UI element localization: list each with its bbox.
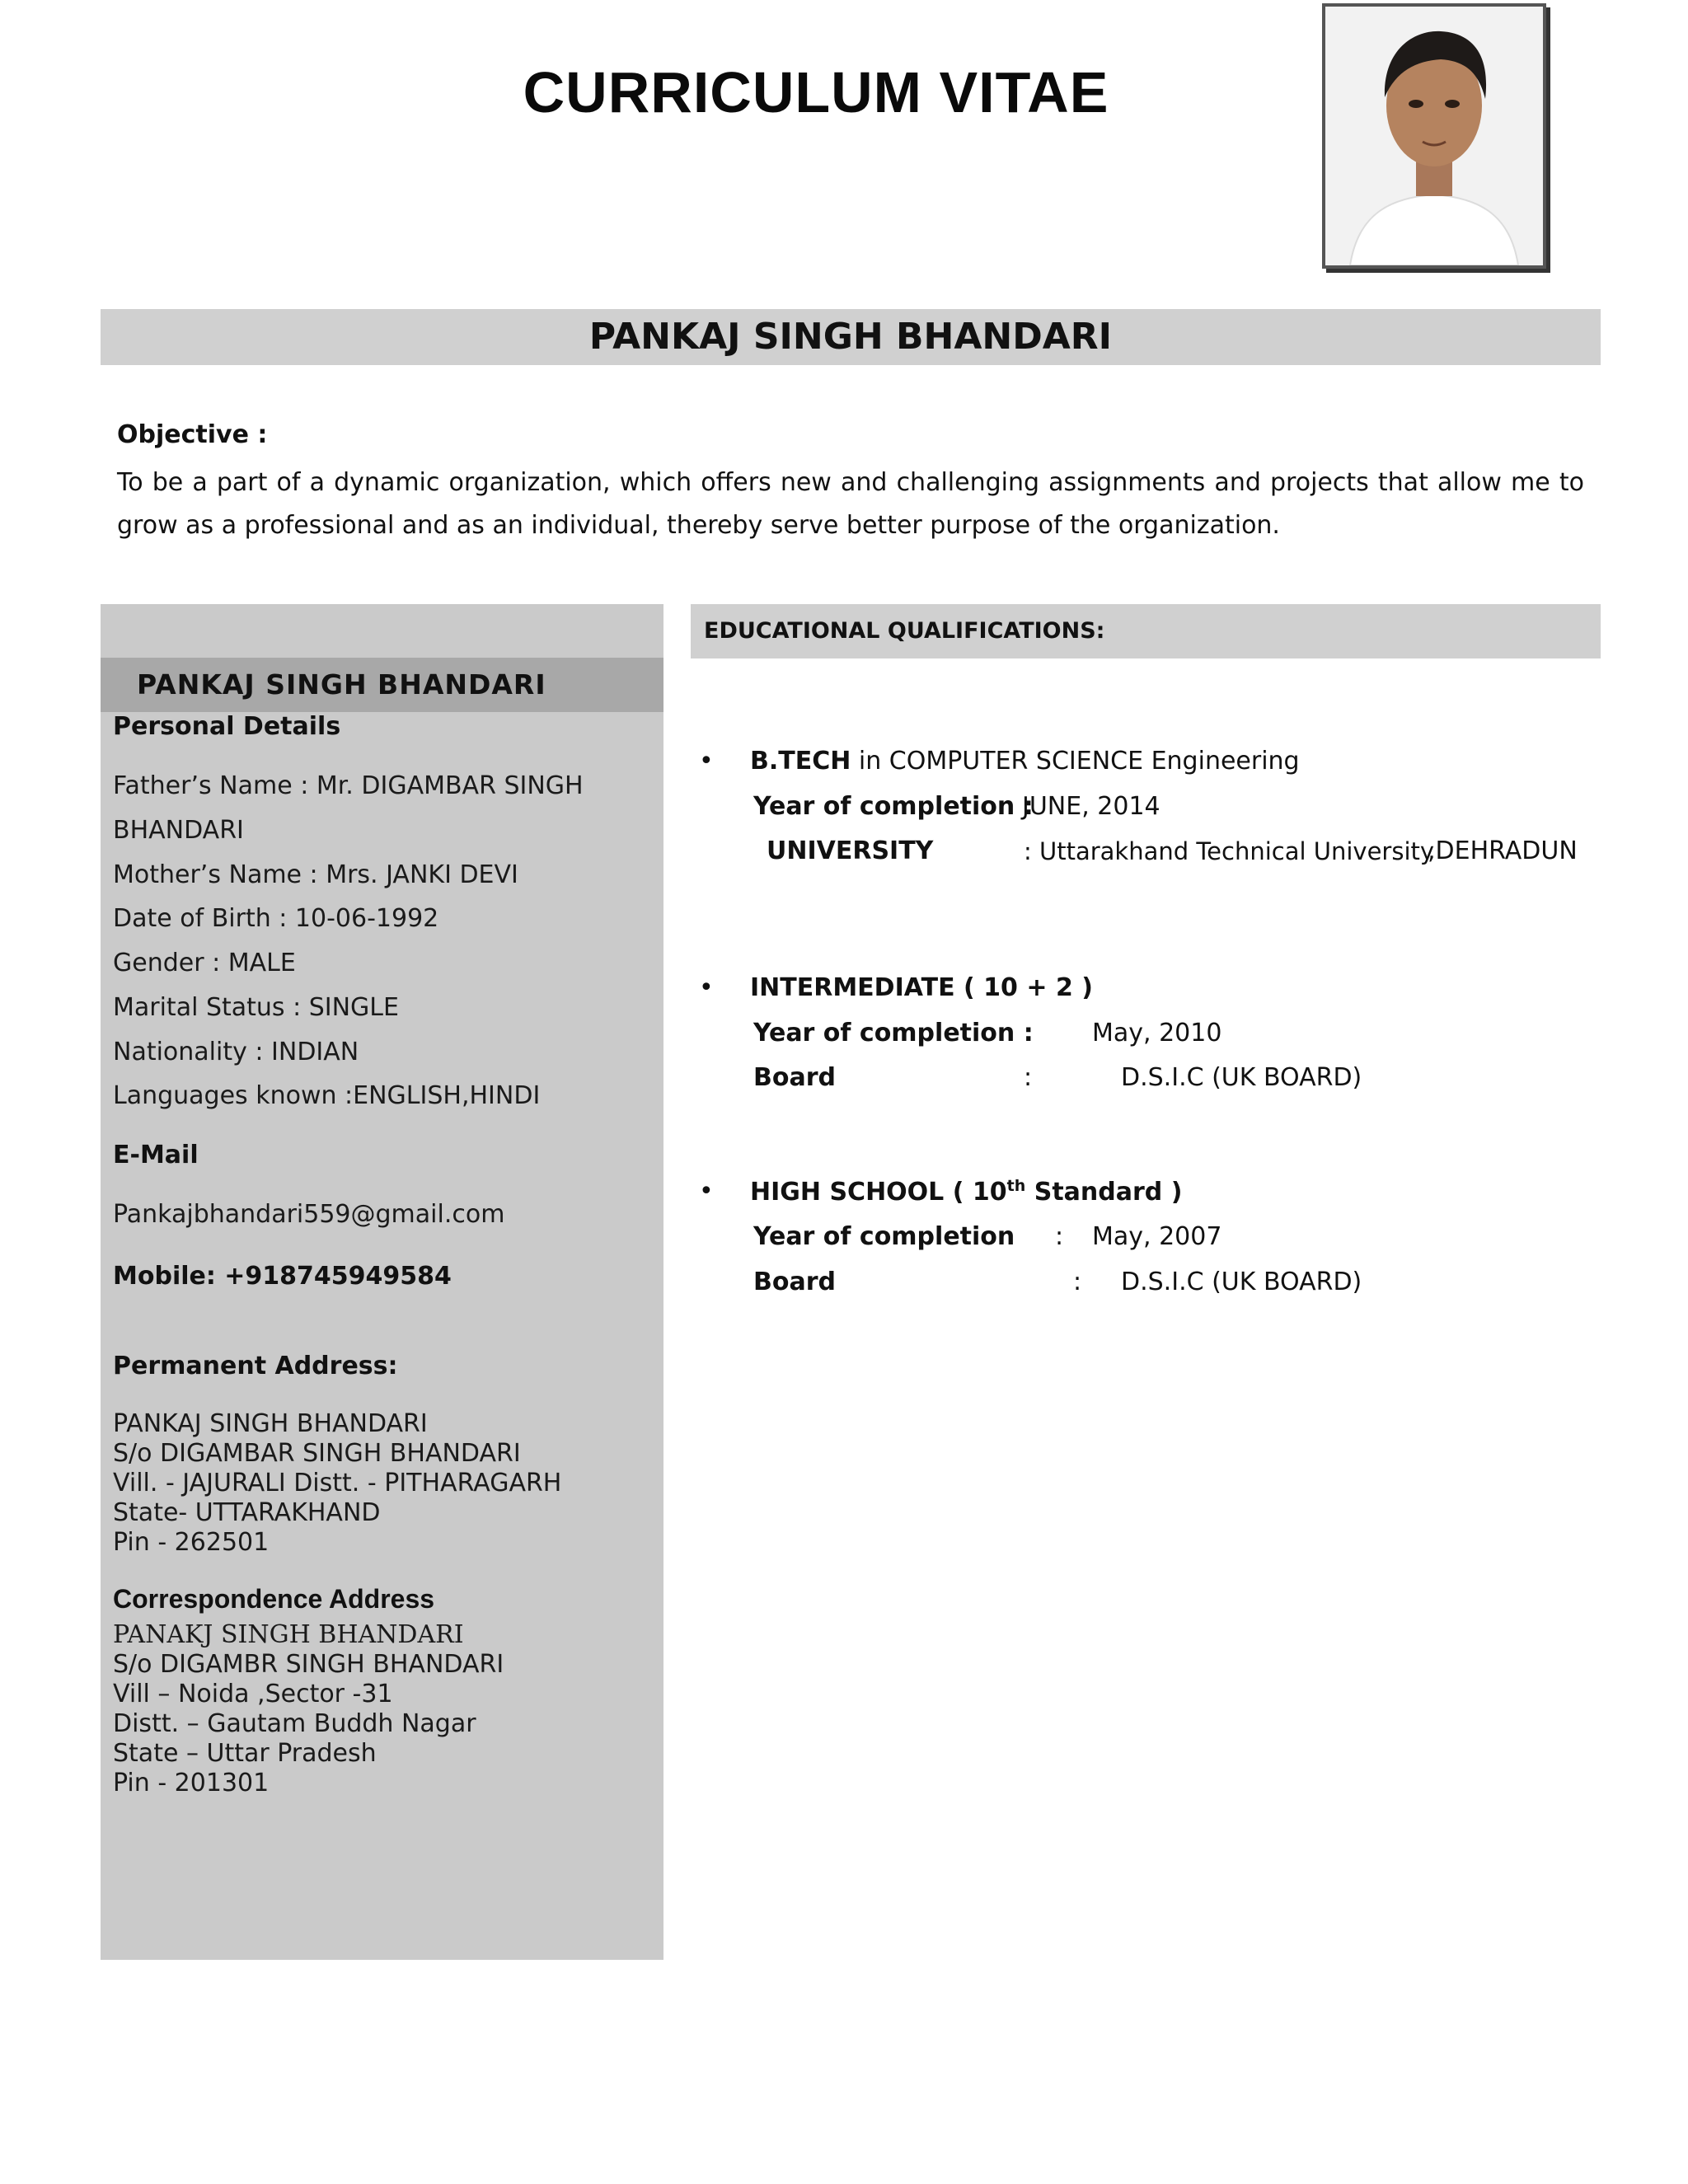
name-banner: PANKAJ SINGH BHANDARI [101,309,1601,365]
languages-known: Languages known :ENGLISH,HINDI [113,1081,541,1110]
corr-address-line: S/o DIGAMBR SINGH BHANDARI [113,1650,504,1679]
corr-address-line: Pin - 201301 [113,1769,270,1797]
highschool-board-colon: : [1073,1268,1082,1296]
perm-address-line: PANKAJ SINGH BHANDARI [113,1409,428,1438]
highschool-title-main: HIGH SCHOOL ( 10 [750,1178,1007,1207]
btech-year-value: JUNE, 2014 [1022,792,1160,821]
gender: Gender : MALE [113,949,296,977]
corr-address-line: Distt. – Gautam Buddh Nagar [113,1709,476,1738]
personal-details-label: Personal Details [113,712,341,741]
highschool-title-end: Standard ) [1025,1178,1183,1207]
bullet-icon: • [699,973,714,1002]
corr-address-line: PANAKJ SINGH BHANDARI [113,1620,464,1649]
perm-address-line: State- UTTARAKHAND [113,1498,381,1527]
intermediate-title: INTERMEDIATE ( 10 + 2 ) [750,973,1093,1002]
email-label: E-Mail [113,1141,199,1169]
fathers-name: Father’s Name : Mr. DIGAMBAR SINGH [113,771,584,800]
btech-field: in COMPUTER SCIENCE Engineering [851,747,1300,776]
highschool-title-sup: th [1006,1177,1026,1195]
education-header: EDUCATIONAL QUALIFICATIONS: [691,604,1601,658]
btech-university-city: ,DEHRADUN [1428,837,1578,865]
highschool-board-label: Board [753,1268,836,1296]
mothers-name: Mother’s Name : Mrs. JANKI DEVI [113,860,518,889]
profile-photo [1322,3,1546,269]
corr-address-line: Vill – Noida ,Sector -31 [113,1680,393,1708]
btech-degree: B.TECH [750,747,851,776]
btech-university-value: : Uttarakhand Technical University [1024,837,1435,865]
perm-address-line: S/o DIGAMBAR SINGH BHANDARI [113,1439,521,1468]
permanent-address-label: Permanent Address: [113,1352,398,1380]
email-value: Pankajbhandari559@gmail.com [113,1200,505,1229]
objective-label: Objective : [117,420,268,449]
btech-university-label: UNIVERSITY [767,837,934,865]
intermediate-board-colon: : [1024,1063,1033,1092]
perm-address-line: Vill. - JAJURALI Distt. - PITHARAGARH [113,1469,562,1497]
mobile-number: Mobile: +918745949584 [113,1262,452,1291]
bullet-icon: • [699,1177,714,1206]
person-photo-icon [1325,7,1543,265]
bullet-icon: • [699,747,714,776]
date-of-birth: Date of Birth : 10-06-1992 [113,904,439,933]
highschool-year-label: Year of completion [753,1222,1015,1251]
perm-address-line: Pin - 262501 [113,1528,270,1557]
highschool-board-value: D.S.I.C (UK BOARD) [1121,1268,1362,1296]
btech-year-label: Year of completion : [753,792,1034,821]
marital-status: Marital Status : SINGLE [113,993,399,1022]
corr-address-line: State – Uttar Pradesh [113,1739,377,1768]
highschool-year-value: May, 2007 [1092,1222,1222,1251]
correspondence-address-label: Correspondence Address [113,1584,435,1614]
fathers-name-cont: BHANDARI [113,816,244,845]
document-title: CURRICULUM VITAE [523,60,1109,124]
intermediate-year-label: Year of completion : [753,1019,1034,1047]
intermediate-year-value: May, 2010 [1092,1019,1222,1047]
highschool-title [750,1177,1182,1207]
btech-title [750,747,1300,776]
highschool-year-colon: : [1055,1222,1064,1251]
intermediate-board-label: Board [753,1063,836,1092]
personal-panel-header: PANKAJ SINGH BHANDARI [101,658,663,712]
nationality: Nationality : INDIAN [113,1038,359,1066]
objective-text: To be a part of a dynamic organization, which offers new and challenging assignments and projects that allow me to grow as a professional and as an individual, thereby serve better purpose of the organization. [117,468,1584,540]
intermediate-board-value: D.S.I.C (UK BOARD) [1121,1063,1362,1092]
